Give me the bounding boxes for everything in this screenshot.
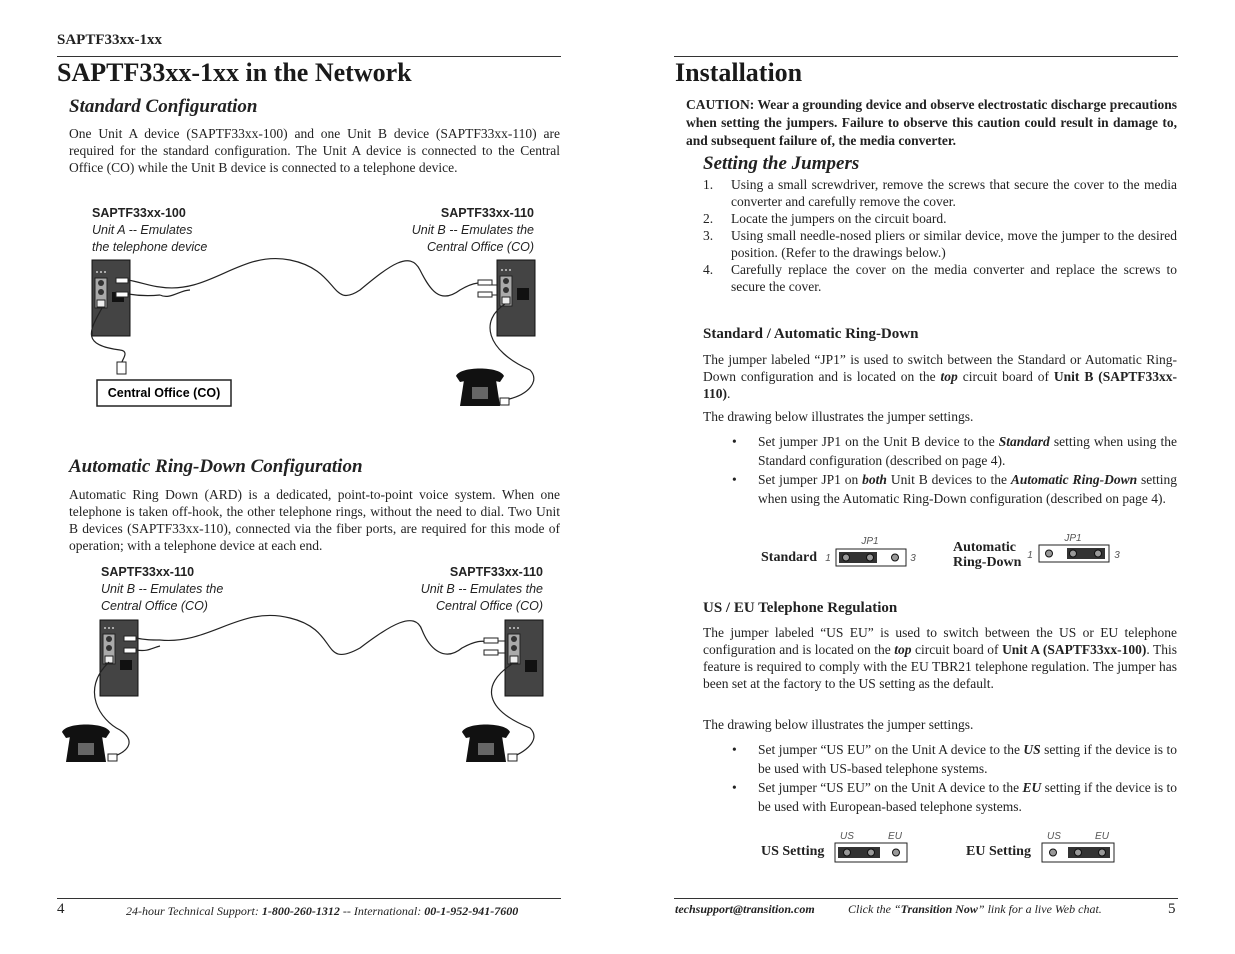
step-text: Using a small screwdriver, remove the screws that secure the cover to the media converter and carefully remove the cover. <box>731 177 1177 209</box>
useu-bullet-2 <box>730 778 1177 816</box>
step-3 <box>703 227 1177 261</box>
u1-text-b: setting if the device is to be used with US-based telephone systems. <box>758 742 1178 776</box>
jp1-jumper-diagram <box>820 532 1130 572</box>
page-title-right: Installation <box>675 58 803 87</box>
pin3-std: 3 <box>910 553 916 564</box>
auto-label-2: Ring-Down <box>953 555 1022 570</box>
b2-em2: Automatic Ring-Down <box>1010 472 1138 487</box>
u2-text-a: Set jumper “US EU” on the Unit A device to the <box>758 780 1023 795</box>
telephone-right-icon <box>462 725 517 763</box>
unit-a-device <box>92 260 130 336</box>
ard-text: Automatic Ring Down (ARD) is a dedicated, point-to-point voice system. When one telephone is taken off-hook, the other telephone rings, without the need to dial. Two Unit B devices (SAPTF33xx-110), connected via the fiber ports, are required for this mode of operation; with a telephone device at each end. <box>69 487 560 553</box>
useu-drawing-note: The drawing below illustrates the jumper settings. <box>703 717 974 732</box>
telephone-left-icon <box>62 725 117 763</box>
standard-config-text: One Unit A device (SAPTF33xx-100) and one Unit B device (SAPTF33xx-110) are required for the standard configuration. The Unit A device is connected to the Central Office (CO) while the Unit B device is connected to a telephone device. <box>69 126 560 175</box>
ard-network-diagram <box>60 610 560 770</box>
header-rule <box>57 56 561 57</box>
step-4 <box>703 261 1177 295</box>
step-number: 2. <box>703 211 714 226</box>
transition-now-link[interactable]: Transition Now <box>900 902 978 916</box>
intl-phone: 00-1-952-941-7600 <box>424 904 519 918</box>
b1-text-a: Set jumper JP1 on the Unit B device to the <box>758 434 999 449</box>
us-tag-1: US <box>840 831 854 842</box>
useu-bullets <box>730 740 1177 816</box>
step-number: 4. <box>703 262 714 277</box>
jumper-steps <box>703 176 1177 295</box>
ard-left-model: SAPTF33xx-110 <box>101 565 195 579</box>
u2-text-b: setting if the device is to be used with European-based telephone systems. <box>758 780 1178 814</box>
ard-right-desc-1: Unit B -- Emulates the <box>420 582 543 596</box>
central-office-label: Central Office (CO) <box>107 386 221 400</box>
header-rule-right <box>674 56 1178 57</box>
pin3-auto: 3 <box>1114 550 1120 561</box>
intl-prefix: -- International: <box>339 904 425 918</box>
support-email[interactable]: techsupport@transition.com <box>675 902 815 916</box>
us-setting-label: US Setting <box>761 844 825 859</box>
b2-em1: both <box>862 472 887 487</box>
support-line <box>126 904 518 919</box>
ard-left-desc-2: Central Office (CO) <box>101 599 208 613</box>
ringdown-para <box>703 351 1177 402</box>
chat-text-c: ” link for a live Web chat. <box>977 902 1102 916</box>
useu-para <box>703 624 1177 692</box>
step-1 <box>703 176 1177 210</box>
b2-text-c: setting when using the Automatic Ring-Down configuration (described on page 4). <box>758 472 1178 506</box>
step-text: Locate the jumpers on the circuit board. <box>731 211 947 226</box>
useu-unit: Unit A (SAPTF33xx-100) <box>1002 642 1147 657</box>
ringdown-text-a: The jumper labeled “JP1” is used to switch between the Standard or Automatic Ring-Down configuration and is located on the <box>703 352 1177 384</box>
std-left-desc-2: the telephone device <box>92 240 208 254</box>
standard-config-heading: Standard Configuration <box>69 96 258 117</box>
page-number-right: 5 <box>1168 901 1176 917</box>
ringdown-bullet-2 <box>730 470 1177 508</box>
us-tag-2: US <box>1047 831 1061 842</box>
step-number: 1. <box>703 177 714 192</box>
auto-label-1: Automatic <box>953 540 1016 555</box>
useu-jumper-diagram <box>830 828 1120 868</box>
caution-text: CAUTION: Wear a grounding device and observe electrostatic discharge precautions when setting the jumpers. Failure to observe this caution could result in damage to, and subsequent failure of, the media converter. <box>686 97 1177 148</box>
ringdown-bullets <box>730 432 1177 508</box>
u1-text-a: Set jumper “US EU” on the Unit A device to the <box>758 742 1024 757</box>
std-right-desc-1: Unit B -- Emulates the <box>411 223 534 237</box>
running-header: SAPTF33xx-1xx <box>57 32 162 48</box>
unit-b-left-device <box>100 620 138 696</box>
eu-tag-1: EU <box>888 831 902 842</box>
ringdown-top: top <box>940 369 958 384</box>
ringdown-drawing-note: The drawing below illustrates the jumper settings. <box>703 409 974 424</box>
footer-rule-right <box>674 898 1178 899</box>
std-right-model: SAPTF33xx-110 <box>440 206 534 220</box>
b1-em: Standard <box>998 434 1050 449</box>
page-number-left: 4 <box>57 901 65 917</box>
u1-em: US <box>1023 742 1041 757</box>
b2-text-a: Set jumper JP1 on <box>758 472 863 487</box>
ard-right-desc-2: Central Office (CO) <box>436 599 543 613</box>
ringdown-bullet-1 <box>730 432 1177 470</box>
support-phone: 1-800-260-1312 <box>261 904 340 918</box>
page-title-left: SAPTF33xx-1xx in the Network <box>57 58 412 87</box>
jumpers-heading: Setting the Jumpers <box>703 153 860 174</box>
useu-bullet-1 <box>730 740 1177 778</box>
support-prefix: 24-hour Technical Support: <box>126 904 262 918</box>
useu-heading: US / EU Telephone Regulation <box>703 600 898 616</box>
step-number: 3. <box>703 228 714 243</box>
ard-right-model: SAPTF33xx-110 <box>449 565 543 579</box>
std-right-desc-2: Central Office (CO) <box>427 240 534 254</box>
jp1-label-std: JP1 <box>861 536 879 547</box>
footer-rule-left <box>57 898 561 899</box>
step-text: Using small needle-nosed pliers or similar device, move the jumper to the desired position. (Refer to the drawings below.) <box>731 228 1177 260</box>
eu-setting-label: EU Setting <box>966 844 1031 859</box>
standard-jumper-label: Standard <box>761 550 818 565</box>
pin1-auto: 1 <box>1027 550 1033 561</box>
telephone-icon <box>456 369 509 407</box>
useu-text-b: circuit board of <box>911 642 1003 657</box>
b1-text-b: setting when using the Standard configuration (described on page 4). <box>758 434 1177 468</box>
step-text: Carefully replace the cover on the media converter and replace the screws to secure the cover. <box>731 262 1177 294</box>
jp1-label-auto: JP1 <box>1064 533 1082 544</box>
step-2 <box>703 210 1177 227</box>
ard-left-desc-1: Unit B -- Emulates the <box>101 582 224 596</box>
pin1-std: 1 <box>825 553 831 564</box>
ringdown-unit: Unit B (SAPTF33xx-110) <box>703 369 1177 401</box>
ringdown-text-b: circuit board of <box>957 369 1054 384</box>
std-left-model: SAPTF33xx-100 <box>92 206 186 220</box>
chat-line <box>848 902 1102 917</box>
u2-em: EU <box>1022 780 1042 795</box>
chat-text-a: Click the “ <box>848 902 901 916</box>
unit-b-device <box>478 260 535 336</box>
standard-network-diagram <box>60 250 560 415</box>
ringdown-heading: Standard / Automatic Ring-Down <box>703 326 919 342</box>
useu-top: top <box>894 642 912 657</box>
std-left-desc-1: Unit A -- Emulates <box>92 223 193 237</box>
useu-text-a: The jumper labeled “US EU” is used to switch between the US or EU telephone configuration and is located on the <box>703 625 1177 657</box>
b2-text-b: Unit B devices to the <box>886 472 1011 487</box>
eu-tag-2: EU <box>1095 831 1109 842</box>
ringdown-text-c: . <box>727 386 731 401</box>
ard-heading: Automatic Ring-Down Configuration <box>69 456 363 477</box>
useu-text-c: . This feature is required to comply with the EU TBR21 telephone regulation. The jumper has been set at the factory to the US setting as the default. <box>703 642 1177 691</box>
